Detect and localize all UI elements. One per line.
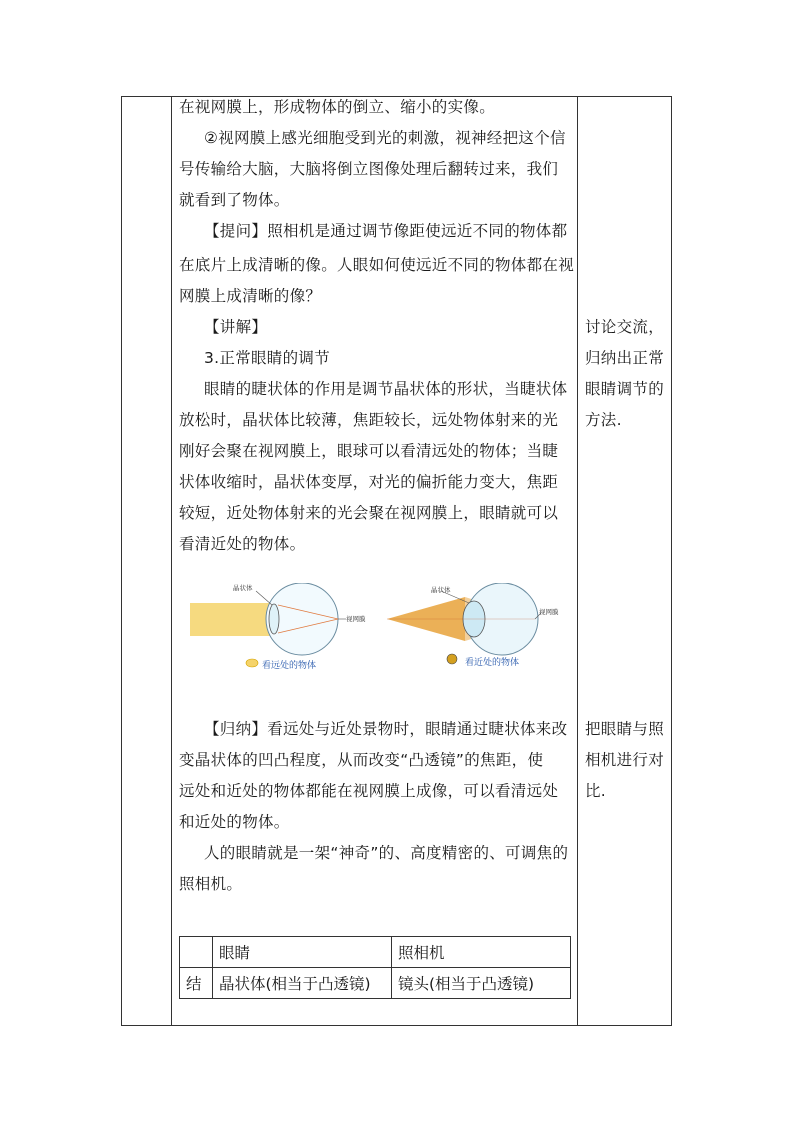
text-line: 较短，近处物体射来的光会聚在视网膜上，眼睛就可以 — [179, 504, 559, 522]
text-line: 人的眼睛就是一架“神奇”的、高度精密的、可调焦的 — [204, 844, 569, 862]
side-note-line: 比. — [585, 782, 607, 800]
table-cell: 结 — [180, 968, 213, 999]
column-divider-left — [171, 97, 172, 1025]
figure-caption: 看远处的物体 — [262, 661, 317, 671]
table-row — [180, 968, 571, 999]
table-header-camera: 照相机 — [392, 937, 571, 968]
figure-caption: 看近处的物体 — [465, 658, 520, 668]
text-line: 照相机。 — [179, 875, 243, 893]
side-note-line: 眼睛调节的 — [585, 380, 665, 398]
text-line: 放松时，晶状体比较薄，焦距较长，远处物体射来的光 — [179, 411, 559, 429]
lens-label: 晶状体 — [233, 584, 253, 592]
table-row — [180, 937, 571, 968]
side-note-line: 方法. — [585, 411, 622, 429]
subsection-heading: 3.正常眼睛的调节 — [204, 349, 330, 367]
section-heading: 【讲解】 — [204, 318, 268, 336]
summary-line: 【归纳】看远处与近处景物时，眼睛通过睫状体来改 — [204, 720, 568, 738]
retina-label: 视网膜 — [346, 615, 366, 623]
summary-line: 和近处的物体。 — [179, 813, 290, 831]
column-divider-right — [577, 97, 578, 1025]
side-note-line: 相机进行对 — [585, 751, 665, 769]
eye-figure-far — [190, 583, 370, 673]
text-line: ②视网膜上感光细胞受到光的刺激，视神经把这个信 — [204, 129, 566, 147]
side-note-line: 把眼睛与照 — [585, 720, 665, 738]
question-line: 网膜上成清晰的像？ — [179, 287, 322, 305]
side-note-line: 讨论交流， — [585, 318, 665, 336]
table-cell: 晶状体(相当于凸透镜) — [213, 968, 392, 999]
text-line: 刚好会聚在视网膜上，眼球可以看清远处的物体；当睫 — [179, 442, 559, 460]
table-cell — [180, 937, 213, 968]
summary-line: 远处和近处的物体都能在视网膜上成像，可以看清远处 — [179, 782, 559, 800]
text-line: 看清近处的物体。 — [179, 535, 306, 553]
question-line: 在底片上成清晰的像。人眼如何使远近不同的物体都在视 — [179, 256, 575, 274]
text-line: 号传输给大脑，大脑将倒立图像处理后翻转过来，我们 — [179, 160, 559, 178]
eye-figure-near — [385, 583, 575, 673]
table-header-eye: 眼睛 — [213, 937, 392, 968]
summary-line: 变晶状体的凹凸程度，从而改变“凸透镜”的焦距，使 — [179, 751, 544, 769]
table-cell: 镜头(相当于凸透镜) — [392, 968, 571, 999]
lens-label: 晶状体 — [431, 586, 451, 594]
comparison-table — [179, 936, 571, 999]
text-line: 状体收缩时，晶状体变厚，对光的偏折能力变大，焦距 — [179, 473, 559, 491]
text-line: 眼睛的睫状体的作用是调节晶状体的形状，当睫状体 — [204, 380, 568, 398]
text-line: 就看到了物体。 — [179, 191, 290, 209]
retina-label: 视网膜 — [539, 608, 559, 616]
question-line: 【提问】照相机是通过调节像距使远近不同的物体都 — [204, 222, 568, 240]
text-line: 在视网膜上，形成物体的倒立、缩小的实像。 — [179, 98, 496, 116]
side-note-line: 归纳出正常 — [585, 349, 665, 367]
